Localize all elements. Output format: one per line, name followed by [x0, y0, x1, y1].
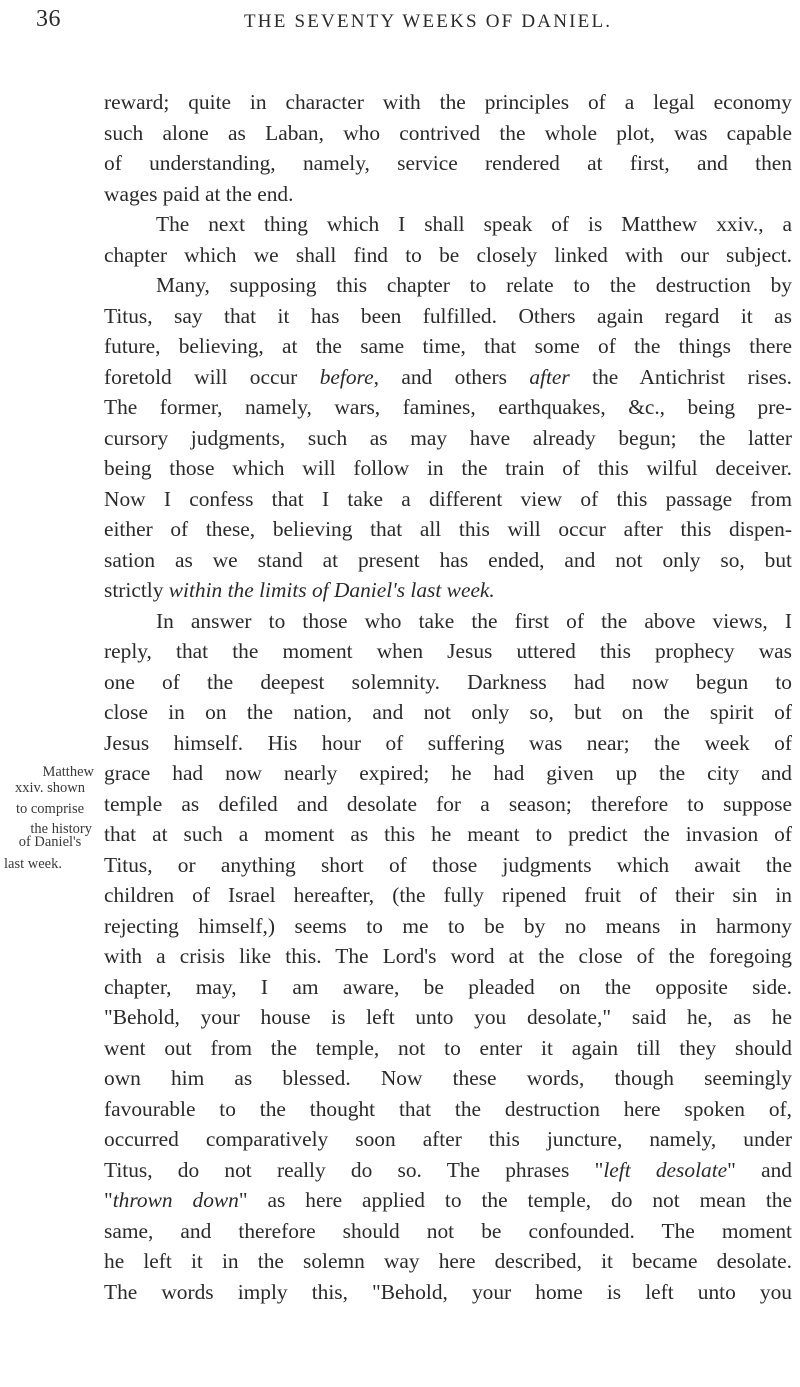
text-line — [104, 1155, 792, 1186]
text-line — [104, 1124, 792, 1155]
text-line — [104, 789, 792, 820]
text-line — [104, 1216, 792, 1247]
text-segment: chapter, may, I am aware, be pleaded on the opposite side. — [104, 974, 792, 999]
text-segment: Titus, or anything short of those judgments which await the — [104, 852, 792, 877]
text-segment: The former, namely, wars, famines, earthquakes, &c., being pre- — [104, 395, 792, 419]
text-segment: Many, supposing this chapter to relate to the destruction by — [156, 273, 792, 297]
text-segment: rejecting himself,) seems to me to be by no means in harmony — [104, 913, 792, 938]
text-line — [104, 636, 792, 667]
text-segment: grace had now nearly expired; he had given up the city and — [104, 761, 792, 785]
text-line — [104, 423, 792, 454]
text-line — [104, 758, 792, 789]
margin-note — [2, 763, 98, 879]
text-segment: " — [104, 1188, 113, 1212]
text-line — [104, 1002, 792, 1033]
text-segment: cursory judgments, such as may have already begun; the latter — [104, 425, 792, 450]
text-segment: one of the deepest solemnity. Darkness had now begun to — [104, 669, 792, 694]
text-segment: , and others — [373, 364, 530, 389]
margin-note-line: Matthew — [42, 764, 94, 780]
text-line — [104, 880, 792, 911]
text-line — [104, 728, 792, 759]
text-segment: own him as blessed. Now these words, though seemingly — [104, 1066, 792, 1090]
text-segment: wages paid at the end. — [104, 181, 294, 206]
text-line — [104, 392, 792, 423]
text-segment: he left it in the solemn way here described, it became desolate. — [104, 1249, 792, 1273]
text-segment: chapter which we shall find to be closely linked with our subject. — [104, 242, 792, 267]
text-line — [104, 911, 792, 942]
text-segment: temple as defiled and desolate for a season; therefore to suppose — [104, 791, 792, 816]
page-number: 36 — [36, 6, 61, 32]
text-segment: " as here applied to the temple, do not mean the — [238, 1188, 792, 1212]
text-segment: favourable to the thought that the destruction here spoken of, — [104, 1096, 792, 1121]
text-segment: The words imply this, "Behold, your home is left unto you — [104, 1279, 792, 1304]
text-segment: Jesus himself. His hour of suffering was near; the week of — [104, 730, 792, 755]
text-segment: children of Israel hereafter, (the fully ripened fruit of their sin in — [104, 883, 792, 907]
text-segment: went out from the temple, not to enter it again till they should — [104, 1035, 792, 1060]
text-line — [104, 209, 792, 240]
text-line — [104, 575, 792, 606]
text-segment: that at such a moment as this he meant to predict the invasion of — [104, 822, 792, 846]
text-line — [104, 87, 792, 118]
running-head — [0, 6, 800, 46]
italic-text: thrown down — [112, 1188, 239, 1212]
text-line — [104, 1063, 792, 1094]
text-line — [104, 819, 792, 850]
text-segment: reply, that the moment when Jesus uttered this prophecy was — [104, 639, 792, 663]
text-line — [104, 1277, 792, 1308]
text-segment: future, believing, at the same time, that some of the things there — [104, 334, 792, 358]
text-line — [104, 453, 792, 484]
text-line — [104, 1033, 792, 1064]
italic-text: before — [319, 364, 374, 389]
text-line — [104, 850, 792, 881]
text-segment: the Antichrist rises. — [569, 364, 792, 389]
text-segment: close in on the nation, and not only so, but on the spirit of — [104, 700, 792, 724]
text-segment: of understanding, namely, service rendered at first, and then — [104, 151, 792, 175]
margin-note-line: to comprise — [15, 801, 85, 817]
text-line — [104, 301, 792, 332]
text-line — [104, 941, 792, 972]
text-line — [104, 1094, 792, 1125]
text-segment: "Behold, your house is left unto you desolate," said he, as he — [104, 1005, 792, 1029]
body-text — [104, 87, 792, 1307]
margin-note-line: last week. — [4, 856, 62, 872]
text-segment: Titus, do not really do so. The phrases " — [104, 1157, 604, 1182]
margin-note-line: xxiv. shown — [15, 780, 85, 796]
text-segment: with a crisis like this. The Lord's word at the close of the foregoing — [104, 944, 792, 968]
text-line — [104, 148, 792, 179]
text-line — [104, 972, 792, 1003]
margin-note-line: of Daniel's — [18, 834, 82, 850]
text-segment: occurred comparatively soon after this juncture, namely, under — [104, 1127, 792, 1151]
text-segment: strictly — [104, 578, 169, 602]
text-line — [104, 270, 792, 301]
text-line — [104, 514, 792, 545]
text-line — [104, 179, 792, 210]
text-line — [104, 545, 792, 576]
italic-text: within the limits of Daniel's last week. — [168, 578, 495, 602]
text-segment: reward; quite in character with the principles of a legal economy — [104, 90, 792, 114]
text-line — [104, 118, 792, 149]
text-segment: either of these, believing that all this will occur after this dispen- — [104, 517, 792, 541]
text-segment: In answer to those who take the first of the above views, I — [156, 608, 792, 633]
text-line — [104, 362, 792, 393]
text-line — [104, 240, 792, 271]
text-segment: " and — [727, 1157, 792, 1182]
text-segment: being those which will follow in the train of this wilful deceiver. — [104, 456, 792, 480]
running-title: THE SEVENTY WEEKS OF DANIEL. — [244, 11, 613, 32]
italic-text: left desolate — [603, 1157, 728, 1182]
italic-text: after — [529, 364, 570, 389]
text-segment: sation as we stand at present has ended, and not only so, but — [104, 547, 792, 572]
text-segment: such alone as Laban, who contrived the whole plot, was capable — [104, 120, 792, 145]
text-segment: same, and therefore should not be confounded. The moment — [104, 1218, 792, 1243]
text-segment: The next thing which I shall speak of is Matthew xxiv., a — [156, 212, 792, 236]
text-segment: foretold will occur — [104, 364, 320, 389]
margin-note-line: the history — [30, 821, 92, 837]
text-line — [104, 697, 792, 728]
text-line — [104, 606, 792, 637]
text-line — [104, 667, 792, 698]
text-segment: Titus, say that it has been fulfilled. Others again regard it as — [104, 303, 792, 328]
text-line — [104, 1246, 792, 1277]
text-line — [104, 484, 792, 515]
text-line — [104, 331, 792, 362]
text-line — [104, 1185, 792, 1216]
text-segment: Now I confess that I take a different view of this passage from — [104, 486, 792, 511]
